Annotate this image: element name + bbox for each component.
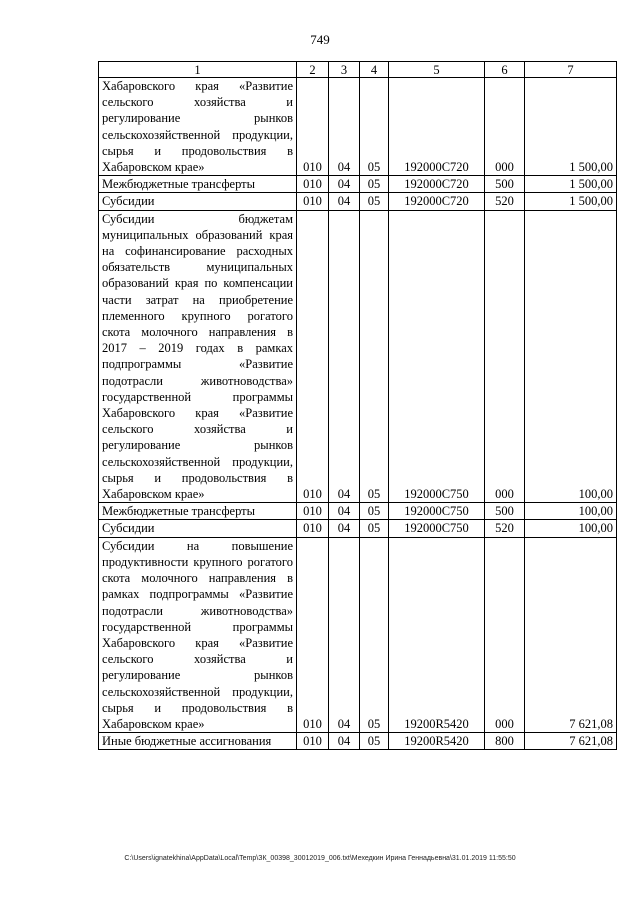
- cell-col3: 04: [329, 176, 360, 193]
- cell-col7: 1 500,00: [525, 193, 617, 210]
- cell-col5: 192000С750: [389, 520, 485, 537]
- cell-col7: 1 500,00: [525, 176, 617, 193]
- column-header-2: 2: [297, 62, 329, 78]
- table-row: [99, 520, 617, 537]
- cell-col2: 010: [297, 193, 329, 210]
- cell-col4: 05: [360, 520, 389, 537]
- cell-col7: 100,00: [525, 210, 617, 503]
- cell-col2: 010: [297, 210, 329, 503]
- table-row: [99, 503, 617, 520]
- cell-col6: 800: [485, 733, 525, 750]
- row-description: Субсидии на повышение продуктивности крупного рогатого скота молочного направления в рамках подпрограммы «Развитие подотрасли животноводства» государственной программы Хабаровского края «Развитие сельского хозяйства и регулирование рынков сельскохозяйственной продукции, сырья и продовольствия в Хабаровском крае»: [99, 537, 297, 732]
- table-row: [99, 210, 617, 503]
- cell-col6: 500: [485, 176, 525, 193]
- row-description: Субсидии бюджетам муниципальных образований края на софинансирование расходных обязательств муниципальных образований края по компенсации части затрат на приобретение племенного крупного рогатого скота молочного направления в 2017 – 2019 годах в рамках подпрограммы «Развитие подотрасли животноводства» государственной программы Хабаровского края «Развитие сельского хозяйства и регулирование рынков сельскохозяйственной продукции, сырья и продовольствия в Хабаровском крае»: [99, 210, 297, 503]
- table-row: [99, 193, 617, 210]
- budget-table: [98, 61, 617, 750]
- cell-col5: 19200R5420: [389, 537, 485, 732]
- cell-col4: 05: [360, 210, 389, 503]
- column-header-4: 4: [360, 62, 389, 78]
- cell-col7: 1 500,00: [525, 78, 617, 176]
- cell-col3: 04: [329, 210, 360, 503]
- cell-col6: 520: [485, 193, 525, 210]
- cell-col2: 010: [297, 733, 329, 750]
- cell-col4: 05: [360, 78, 389, 176]
- cell-col5: 192000С720: [389, 78, 485, 176]
- cell-col5: 192000С750: [389, 503, 485, 520]
- cell-col4: 05: [360, 503, 389, 520]
- cell-col3: 04: [329, 193, 360, 210]
- cell-col3: 04: [329, 733, 360, 750]
- table-row: [99, 176, 617, 193]
- cell-col5: 192000С720: [389, 193, 485, 210]
- cell-col5: 192000С750: [389, 210, 485, 503]
- column-header-7: 7: [525, 62, 617, 78]
- cell-col6: 000: [485, 210, 525, 503]
- cell-col7: 100,00: [525, 503, 617, 520]
- row-description: Субсидии: [99, 520, 297, 537]
- cell-col4: 05: [360, 176, 389, 193]
- cell-col3: 04: [329, 78, 360, 176]
- row-description: Субсидии: [99, 193, 297, 210]
- cell-col7: 7 621,08: [525, 733, 617, 750]
- cell-col2: 010: [297, 520, 329, 537]
- column-header-3: 3: [329, 62, 360, 78]
- column-header-1: 1: [99, 62, 297, 78]
- cell-col3: 04: [329, 537, 360, 732]
- table-row: [99, 537, 617, 732]
- cell-col2: 010: [297, 503, 329, 520]
- cell-col5: 19200R5420: [389, 733, 485, 750]
- cell-col7: 7 621,08: [525, 537, 617, 732]
- header-row: [99, 62, 617, 78]
- table-row: [99, 733, 617, 750]
- cell-col2: 010: [297, 176, 329, 193]
- page-number: 749: [310, 32, 330, 47]
- cell-col7: 100,00: [525, 520, 617, 537]
- cell-col3: 04: [329, 503, 360, 520]
- table-row: [99, 78, 617, 176]
- row-description: Межбюджетные трансферты: [99, 176, 297, 193]
- cell-col4: 05: [360, 733, 389, 750]
- cell-col2: 010: [297, 537, 329, 732]
- column-header-6: 6: [485, 62, 525, 78]
- column-header-5: 5: [389, 62, 485, 78]
- cell-col4: 05: [360, 193, 389, 210]
- footer-file-path: C:\Users\ignatekhina\AppData\Local\Temp\ЗК_00398_30012019_006.txt\Мехедкин Ирина Геннадьевна\31.01.2019 11:55:50: [124, 855, 516, 862]
- row-description: Хабаровского края «Развитие сельского хозяйства и регулирование рынков сельскохозяйственной продукции, сырья и продовольствия в Хабаровском крае»: [99, 78, 297, 176]
- row-description: Межбюджетные трансферты: [99, 503, 297, 520]
- row-description: Иные бюджетные ассигнования: [99, 733, 297, 750]
- cell-col6: 000: [485, 78, 525, 176]
- cell-col6: 000: [485, 537, 525, 732]
- cell-col5: 192000С720: [389, 176, 485, 193]
- cell-col6: 520: [485, 520, 525, 537]
- cell-col3: 04: [329, 520, 360, 537]
- cell-col6: 500: [485, 503, 525, 520]
- cell-col2: 010: [297, 78, 329, 176]
- cell-col4: 05: [360, 537, 389, 732]
